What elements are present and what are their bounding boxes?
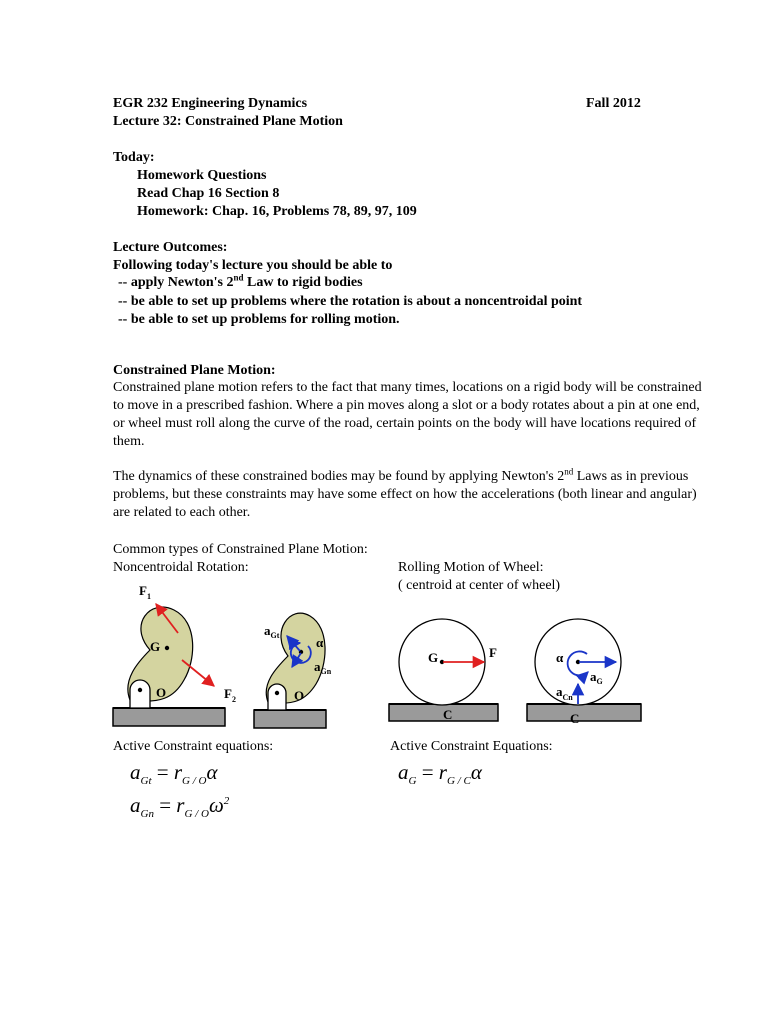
outcome-item: -- be able to set up problems where the rotation is about a noncentroidal point bbox=[118, 294, 583, 309]
left-equations-label: Active Constraint equations: bbox=[113, 739, 274, 754]
today-heading: Today: bbox=[113, 150, 155, 165]
right-figure-subtitle: ( centroid at center of wheel) bbox=[398, 578, 561, 593]
outcome-item: -- apply Newton's 2nd Law to rigid bodies bbox=[118, 272, 363, 290]
label-o: O bbox=[294, 688, 305, 703]
equation-tangential: $a_{Gt} = r_{G / O}\alpha$ bbox=[130, 760, 218, 788]
label-alpha: α bbox=[556, 650, 564, 665]
today-item: Homework: Chap. 16, Problems 78, 89, 97, 109 bbox=[137, 204, 417, 219]
today-item: Read Chap 16 Section 8 bbox=[137, 186, 280, 201]
center-of-mass bbox=[165, 646, 169, 650]
ground-block bbox=[527, 704, 641, 721]
label-a-g: $a_G$ bbox=[590, 669, 603, 686]
label-a-cn: $a_{Cn}$ bbox=[556, 684, 573, 702]
right-equations-label: Active Constraint Equations: bbox=[390, 739, 553, 754]
outcomes-intro: Following today's lecture you should be able to bbox=[113, 258, 393, 273]
label-c: C bbox=[443, 707, 453, 722]
label-g: G bbox=[150, 639, 161, 654]
section-heading: Constrained Plane Motion: bbox=[113, 363, 276, 378]
label-c: C bbox=[570, 711, 580, 726]
label-alpha: α bbox=[316, 635, 324, 650]
pin-support bbox=[268, 684, 286, 710]
equation-rolling: $a_G = r_{G / C}\alpha$ bbox=[398, 760, 482, 788]
term: Fall 2012 bbox=[586, 96, 641, 111]
outcomes-heading: Lecture Outcomes: bbox=[113, 240, 228, 255]
paragraph: Constrained plane motion refers to the fact that many times, locations on a rigid body will be constrained to move in a prescribed fashion. Where a pin moves along a slot or a body rotates about a pin at one end, or wheel must roll along the curve of the road, certain points on the body will have locations required of them. bbox=[113, 380, 702, 449]
label-f2: $F_2$ bbox=[224, 686, 236, 704]
ground-block bbox=[113, 708, 225, 726]
types-intro: Common types of Constrained Plane Motion: bbox=[113, 542, 368, 557]
label-f: F bbox=[489, 645, 497, 660]
label-g: G bbox=[428, 650, 439, 665]
left-figure-title: Noncentroidal Rotation: bbox=[113, 560, 249, 575]
label-f1: $F_1$ bbox=[139, 583, 151, 601]
label-a-gn: $a_{Gn}$ bbox=[314, 659, 332, 676]
label-o: O bbox=[156, 685, 167, 700]
lecture-title: Lecture 32: Constrained Plane Motion bbox=[113, 114, 343, 129]
label-a-gt: $a_{Gt}$ bbox=[264, 623, 280, 640]
today-item: Homework Questions bbox=[137, 168, 267, 183]
outcome-item: -- be able to set up problems for rolling motion. bbox=[118, 312, 400, 327]
pin-support bbox=[130, 680, 150, 708]
equation-normal: $a_{Gn} = r_{G / O}\omega^2$ bbox=[130, 793, 230, 821]
ground-block bbox=[254, 710, 326, 728]
right-figure-title: Rolling Motion of Wheel: bbox=[398, 560, 544, 575]
paragraph: The dynamics of these constrained bodies may be found by applying Newton's 2nd Laws as in previous problems, but these constraints may have some effect on how the accelerations (both linear and angular) are related to each other. bbox=[113, 466, 697, 520]
course-title: EGR 232 Engineering Dynamics bbox=[113, 96, 308, 111]
